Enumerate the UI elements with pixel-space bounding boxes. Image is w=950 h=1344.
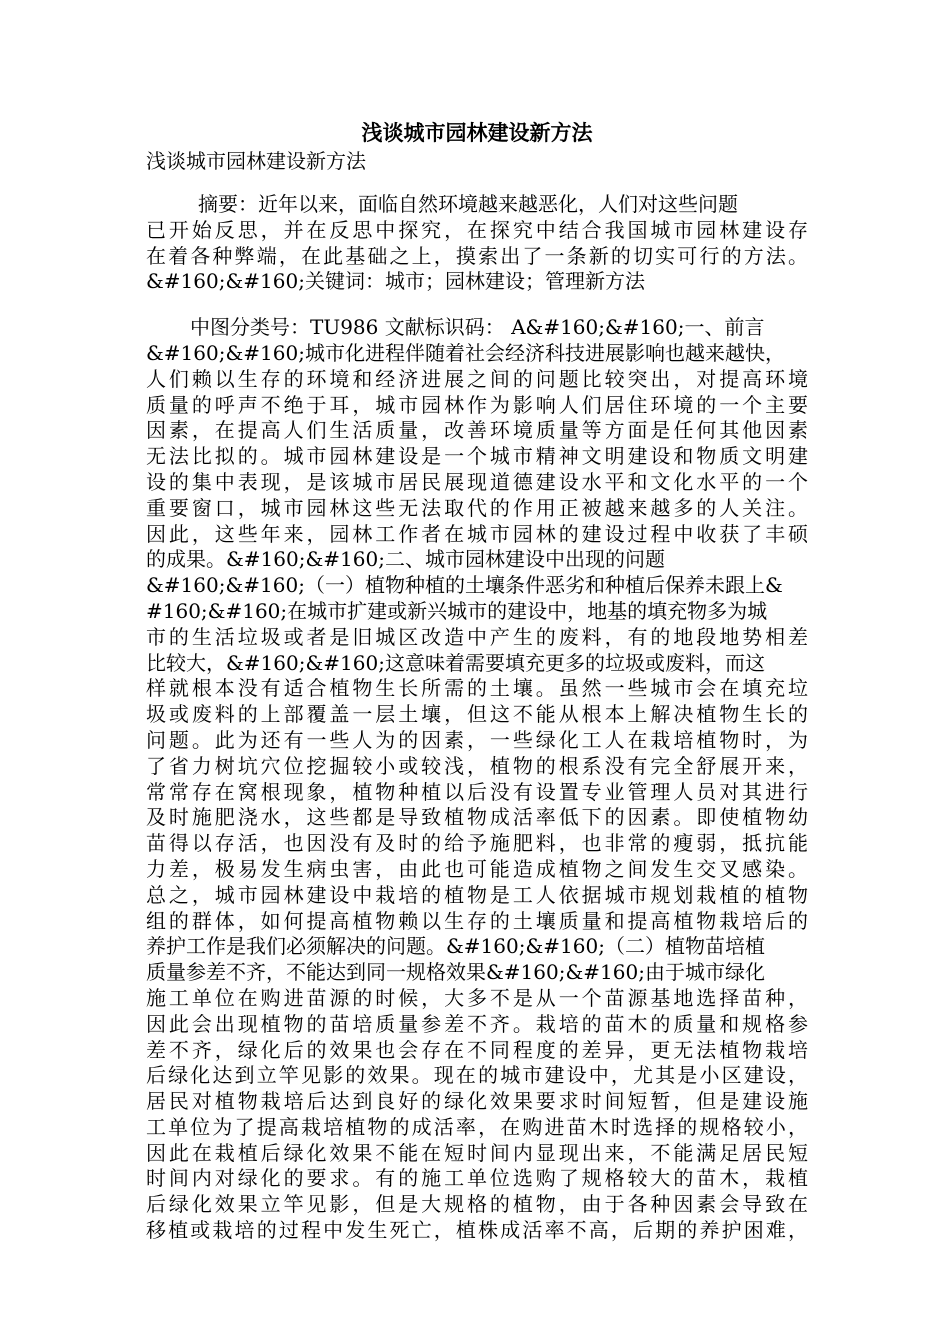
document-title: 浅谈城市园林建设新方法 <box>361 120 593 145</box>
body-line: 无法比拟的。城市园林建设是一个城市精神文明建设和物质文明建 <box>146 444 808 469</box>
spacer <box>146 174 808 192</box>
abstract-line: 在着各种弊端，在此基础之上，摸索出了一条新的切实可行的方法。 <box>146 243 808 268</box>
body-line: 移植或栽培的过程中发生死亡，植株成活率不高，后期的养护困难， <box>146 1218 808 1243</box>
body-line: 总之，城市园林建设中栽培的植物是工人依据城市规划栽植的植物 <box>146 882 808 907</box>
body-line: 力差，极易发生病虫害，由此也可能造成植物之间发生交叉感染。 <box>146 856 808 881</box>
body-line: 时间内对绿化的要求。有的施工单位选购了规格较大的苗木，栽植 <box>146 1166 808 1191</box>
body-line: 的成果。&#160;&#160;二、城市园林建设中出现的问题 <box>146 547 665 572</box>
body-line: 组的群体，如何提高植物赖以生存的土壤质量和提高植物栽培后的 <box>146 908 808 933</box>
spacer <box>146 295 808 315</box>
body-line: 养护工作是我们必须解决的问题。&#160;&#160;（二）植物苗培植 <box>146 934 765 959</box>
abstract-paragraph <box>146 192 808 295</box>
body-line: &#160;&#160;城市化进程伴随着社会经济科技进展影响也越来越快， <box>146 340 785 365</box>
body-line: 后绿化达到立竿见影的效果。现在的城市建设中，尤其是小区建设， <box>146 1063 808 1088</box>
body-line: 因此，这些年来，园林工作者在城市园林的建设过程中收获了丰硕 <box>146 521 808 546</box>
body-line: 差不齐，绿化后的效果也会存在不同程度的差异，更无法植物栽培 <box>146 1037 808 1062</box>
body-line: 因素，在提高人们生活质量，改善环境质量等方面是任何其他因素 <box>146 418 808 443</box>
body-line: 苗得以存活，也因没有及时的给予施肥料，也非常的瘦弱，抵抗能 <box>146 831 808 856</box>
body-line: 人们赖以生存的环境和经济进展之间的问题比较突出，对提高环境 <box>146 366 808 391</box>
body-line: 质量的呼声不绝于耳，城市园林作为影响人们居住环境的一个主要 <box>146 392 808 417</box>
body-line: 了省力树坑穴位挖掘较小或较浅，植物的根系没有完全舒展开来， <box>146 753 808 778</box>
body-line: 样就根本没有适合植物生长所需的土壤。虽然一些城市会在填充垃 <box>146 676 808 701</box>
document-page <box>146 118 808 1244</box>
body-line: 圾或废料的上部覆盖一层土壤，但这不能从根本上解决植物生长的 <box>146 702 808 727</box>
body-line: 常常存在窝根现象，植物种植以后没有设置专业管理人员对其进行 <box>146 779 808 804</box>
classification-line: 中图分类号：TU986 文献标识码： A&#160;&#160;一、前言 <box>190 315 765 340</box>
body-line: 重要窗口，城市园林这些无法取代的作用正被越来越多的人关注。 <box>146 495 808 520</box>
keywords-line: &#160;&#160;关键词：城市；园林建设；管理新方法 <box>146 269 645 294</box>
body-line: 比较大，&#160;&#160;这意味着需要填充更多的垃圾或废料，而这 <box>146 650 765 675</box>
body-line: 因此在栽植后绿化效果不能在短时间内显现出来，不能满足居民短 <box>146 1140 808 1165</box>
abstract-line: 已开始反思，并在反思中探究，在探究中结合我国城市园林建设存 <box>146 217 808 242</box>
body-paragraph <box>146 315 808 1244</box>
body-line: 居民对植物栽培后达到良好的绿化效果要求时间短暂，但是建设施 <box>146 1089 808 1114</box>
body-line: 设的集中表现，是该城市居民展现道德建设水平和文化水平的一个 <box>146 469 808 494</box>
body-line: #160;&#160;在城市扩建或新兴城市的建设中，地基的填充物多为城 <box>146 598 768 623</box>
body-line: 工单位为了提高栽培植物的成活率，在购进苗木时选择的规格较小， <box>146 1114 808 1139</box>
body-line: 施工单位在购进苗源的时候，大多不是从一个苗源基地选择苗种， <box>146 985 808 1010</box>
body-line: 后绿化效果立竿见影，但是大规格的植物，由于各种因素会导致在 <box>146 1192 808 1217</box>
body-line: 市的生活垃圾或者是旧城区改造中产生的废料，有的地段地势相差 <box>146 624 808 649</box>
body-line: 因此会出现植物的苗培质量参差不齐。栽培的苗木的质量和规格参 <box>146 1011 808 1036</box>
body-line: 问题。此为还有一些人为的因素，一些绿化工人在栽培植物时，为 <box>146 727 808 752</box>
body-line: 质量参差不齐，不能达到同一规格效果&#160;&#160;由于城市绿化 <box>146 960 765 985</box>
abstract-line: 摘要：近年以来，面临自然环境越来越恶化，人们对这些问题 <box>198 192 738 216</box>
body-line: &#160;&#160;（一）植物种植的土壤条件恶劣和种植后保养未跟上& <box>146 573 783 598</box>
document-subtitle: 浅谈城市园林建设新方法 <box>146 149 366 173</box>
body-line: 及时施肥浇水，这些都是导致植物成活率低下的因素。即使植物幼 <box>146 805 808 830</box>
